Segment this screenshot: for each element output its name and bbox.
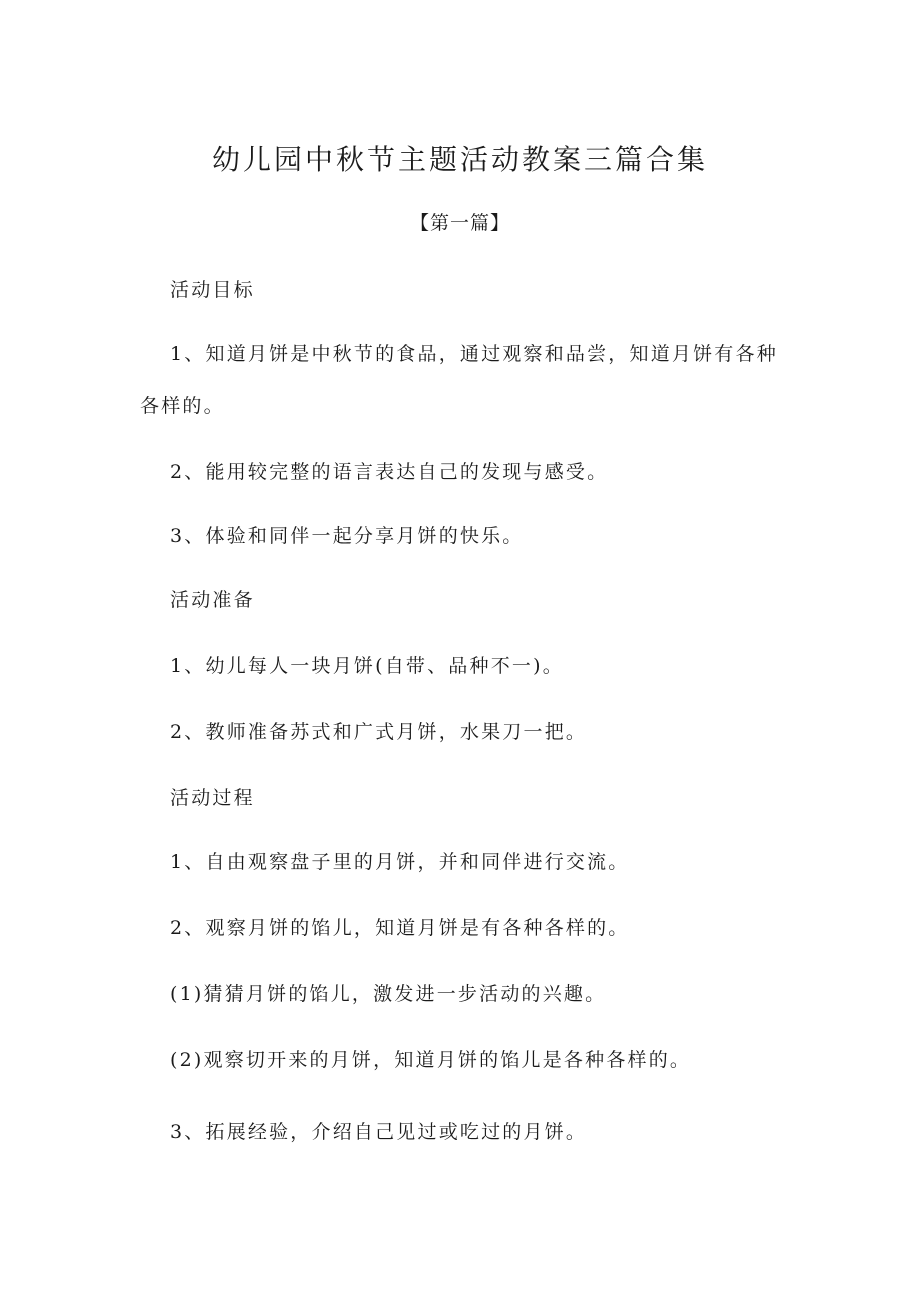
process-subitem-1: (1)猜猜月饼的馅儿，激发进一步活动的兴趣。: [170, 983, 607, 1005]
goal-item-1: 1、知道月饼是中秋节的食品，通过观察和品尝，知道月饼有各种各样的。: [140, 343, 778, 417]
preparation-item-2: 2、教师准备苏式和广式月饼，水果刀一把。: [170, 721, 588, 743]
goal-item-2: 2、能用较完整的语言表达自己的发现与感受。: [170, 461, 609, 483]
process-subitem-2: (2)观察切开来的月饼，知道月饼的馅儿是各种各样的。: [170, 1049, 692, 1071]
heading-activity-preparation: 活动准备: [170, 589, 255, 611]
goal-item-3: 3、体验和同伴一起分享月饼的快乐。: [170, 525, 524, 547]
document-title: 幼儿园中秋节主题活动教案三篇合集: [211, 143, 708, 176]
heading-activity-goals: 活动目标: [170, 279, 255, 301]
preparation-item-1: 1、幼儿每人一块月饼(自带、品种不一)。: [170, 655, 564, 677]
process-item-1: 1、自由观察盘子里的月饼，并和同伴进行交流。: [170, 851, 630, 873]
process-item-3: 3、拓展经验，介绍自己见过或吃过的月饼。: [170, 1121, 588, 1143]
heading-activity-process: 活动过程: [170, 787, 255, 809]
section-label: 【第一篇】: [409, 212, 510, 234]
process-item-2: 2、观察月饼的馅儿，知道月饼是有各种各样的。: [170, 917, 630, 939]
